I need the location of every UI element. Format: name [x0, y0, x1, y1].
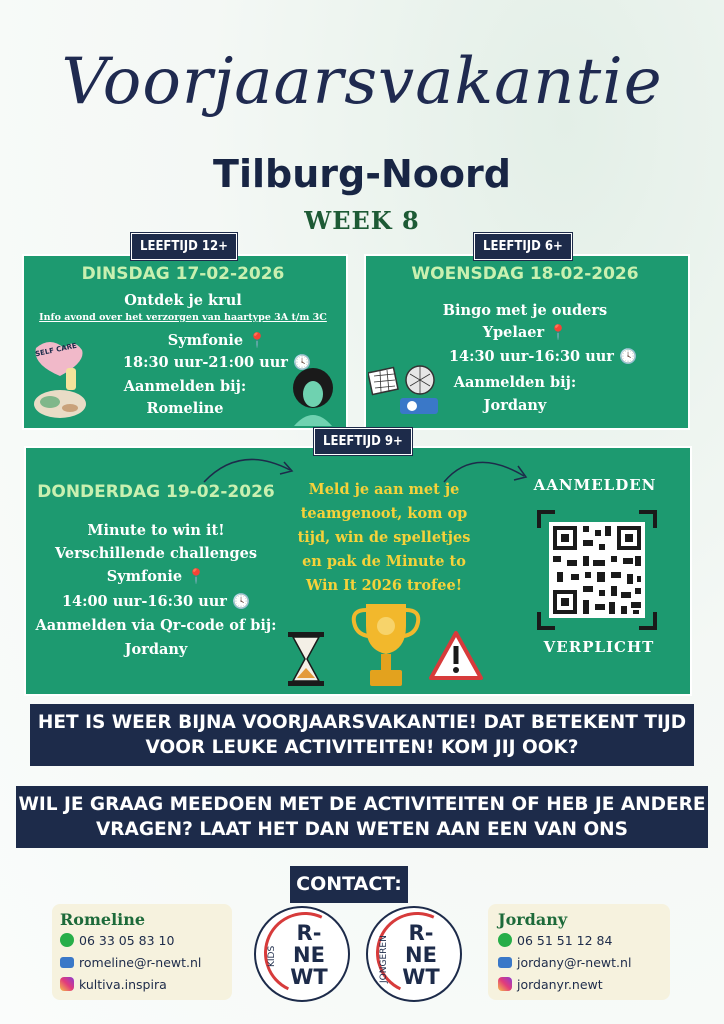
- contact-thursday: Jordany: [124, 641, 188, 658]
- location-text: Symfonie: [106, 568, 183, 585]
- logo-word: R-: [296, 921, 322, 945]
- pin-icon: 📍: [187, 568, 206, 585]
- logo-word: R-: [408, 921, 434, 945]
- phone-text: 06 33 05 83 10: [79, 932, 175, 948]
- trophy-icon: [348, 600, 424, 690]
- info-banner: HET IS WEER BIJNA VOORJAARSVAKANTIE! DAT BETEKENT TIJD VOOR LEUKE ACTIVITEITEN! KOM JIJ OOK?: [30, 704, 694, 766]
- mail-icon: [60, 957, 74, 968]
- sticker-text: SELF CARE: [34, 341, 78, 359]
- week-label: WEEK 8: [304, 206, 420, 235]
- warning-icon: [428, 630, 484, 682]
- day-title-tuesday: DINSDAG 17-02-2026: [81, 264, 285, 284]
- contact-name: Jordany: [498, 910, 568, 929]
- phone-text: 06 51 51 12 84: [517, 932, 613, 948]
- hourglass-icon: [286, 630, 326, 688]
- pin-icon: 📍: [549, 324, 568, 341]
- logo-side-text: KIDS: [267, 945, 277, 967]
- contact-wednesday: Jordany: [483, 397, 547, 414]
- location-text: Symfonie: [167, 332, 244, 349]
- email-line[interactable]: [498, 951, 670, 973]
- age-tag-12: LEEFTIJD 12+: [131, 233, 237, 260]
- instagram-text: jordanyr.newt: [517, 976, 603, 992]
- logo-word: WT: [290, 965, 328, 989]
- logo-side-text: JONGEREN: [379, 935, 389, 983]
- location-wednesday: [364, 322, 686, 343]
- mail-icon: [498, 957, 512, 968]
- clock-icon: 🕓: [292, 354, 312, 371]
- age-tag-6: LEEFTIJD 6+: [474, 233, 572, 260]
- signup-label-thursday: Aanmelden via Qr-code of bij:: [35, 617, 277, 634]
- email-line[interactable]: [60, 951, 232, 973]
- time-text: 14:00 uur-16:30 uur: [61, 593, 227, 610]
- phone-line[interactable]: [60, 929, 232, 951]
- location-text: Ypelaer: [482, 324, 545, 341]
- whatsapp-icon: [498, 933, 512, 947]
- activity-wednesday: Bingo met je ouders: [442, 302, 608, 319]
- contact-card-jordany: [488, 904, 670, 1000]
- whatsapp-icon: [60, 933, 74, 947]
- logo-kids: [254, 906, 350, 1002]
- email-text: jordany@r-newt.nl: [517, 954, 632, 970]
- qr-bottom-label: VERPLICHT: [543, 638, 655, 656]
- contact-heading: CONTACT:: [290, 866, 408, 903]
- curved-arrow-icon: [440, 450, 532, 490]
- time-text: 18:30 uur-21:00 uur: [122, 354, 288, 371]
- time-text: 14:30 uur-16:30 uur: [448, 348, 614, 365]
- logo-jongeren: [366, 906, 462, 1002]
- instagram-icon: [60, 977, 74, 991]
- day-title-wednesday: WOENSDAG 18-02-2026: [411, 264, 639, 284]
- logo-word: NE: [405, 943, 437, 967]
- phone-line[interactable]: [498, 929, 670, 951]
- contact-tuesday: Romeline: [146, 400, 224, 417]
- pin-icon: 📍: [248, 332, 267, 349]
- page-subtitle: Tilburg-Noord: [213, 152, 511, 196]
- activity-thursday: Minute to win it!: [87, 522, 225, 539]
- contact-name: Romeline: [60, 910, 146, 929]
- woman-silhouette-icon: [284, 366, 342, 426]
- instagram-line[interactable]: [60, 973, 232, 995]
- activity-tuesday: Ontdek je krul: [124, 292, 242, 309]
- logo-word: NE: [293, 943, 325, 967]
- bingo-illustration: [368, 362, 444, 418]
- qr-top-label: AANMELDEN: [533, 476, 657, 494]
- signup-label-tuesday: Aanmelden bij:: [123, 378, 247, 395]
- day-title-thursday: DONDERDAG 19-02-2026: [37, 482, 275, 502]
- time-thursday: [26, 591, 286, 612]
- qr-code[interactable]: [537, 510, 657, 630]
- curved-arrow-icon: [200, 448, 300, 488]
- instagram-icon: [498, 977, 512, 991]
- logo-word: WT: [402, 965, 440, 989]
- email-text: romeline@r-newt.nl: [79, 954, 202, 970]
- instagram-text: kultiva.inspira: [79, 976, 167, 992]
- clock-icon: 🕓: [231, 593, 251, 610]
- promo-text: Meld je aan met je teamgenoot, kom op tijd, win de spelletjes en pak de Minute to Win It 2026 trofee!: [297, 481, 471, 594]
- subactivity-thursday: Verschillende challenges: [54, 545, 258, 562]
- note-tuesday[interactable]: Info avond over het verzorgen van haartype 3A t/m 3C: [39, 312, 327, 323]
- location-thursday: [26, 566, 286, 587]
- script-title: Voorjaarsvakantie: [61, 45, 663, 119]
- instagram-line[interactable]: [498, 973, 670, 995]
- clock-icon: 🕓: [618, 348, 638, 365]
- question-banner: WIL JE GRAAG MEEDOEN MET DE ACTIVITEITEN OF HEB JE ANDERE VRAGEN? LAAT HET DAN WETEN AAN EEN VAN ONS: [16, 786, 708, 848]
- age-tag-9: LEEFTIJD 9+: [314, 428, 412, 455]
- signup-label-wednesday: Aanmelden bij:: [453, 374, 577, 391]
- contact-card-romeline: [52, 904, 232, 1000]
- location-tuesday: [90, 330, 344, 351]
